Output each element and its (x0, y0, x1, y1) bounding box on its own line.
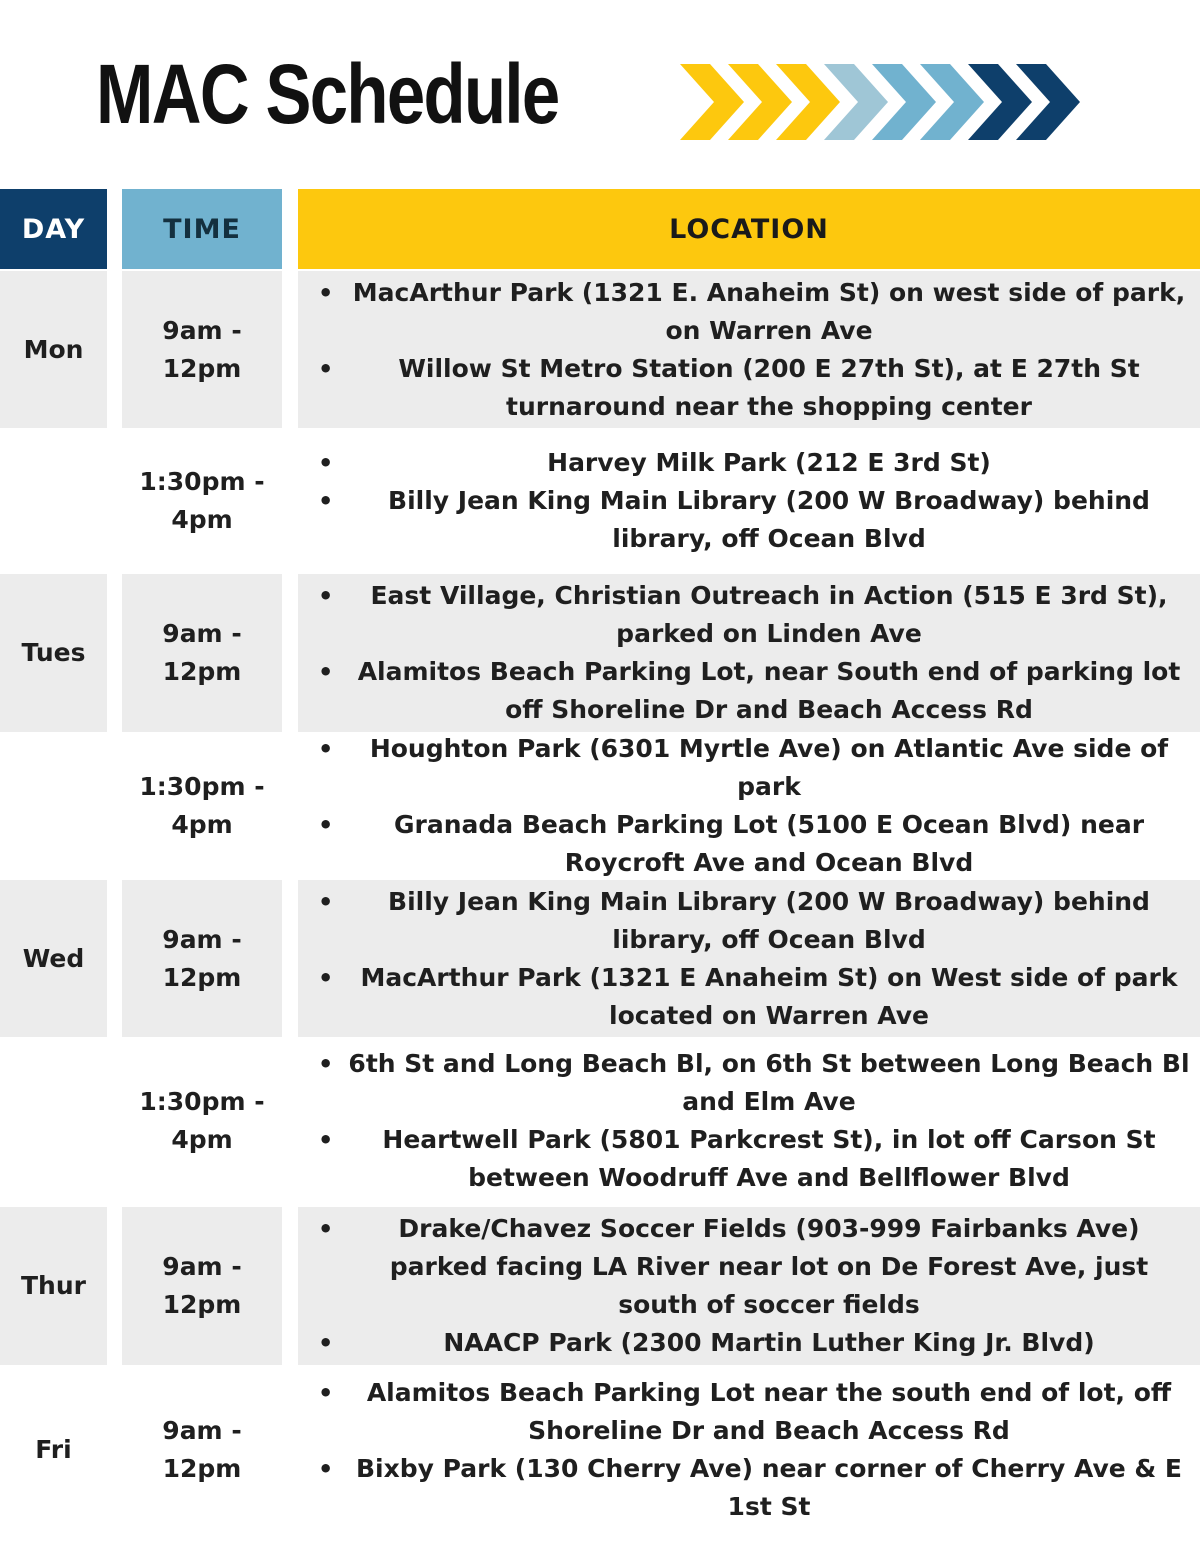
location-item: • MacArthur Park (1321 E Anaheim St) on West side of park located on Warren Ave (298, 959, 1200, 1035)
time-label: 9am - 12pm (162, 619, 242, 686)
location-item: • Billy Jean King Main Library (200 W Broadway) behind library, off Ocean Blvd (298, 883, 1200, 959)
day-mon: Mon (0, 271, 107, 428)
header-time: TIME (122, 189, 282, 269)
locations-tues-pm (298, 732, 1200, 880)
time-mon-pm (122, 428, 282, 574)
locations-wed-am (298, 880, 1200, 1037)
locations-mon-am (298, 271, 1200, 428)
header-location: LOCATION (298, 189, 1200, 269)
locations-tues-am (298, 574, 1200, 732)
day-fri: Fri (35, 1435, 72, 1464)
time-label: 9am - 12pm (162, 315, 242, 383)
location-item: • 6th St and Long Beach Bl, on 6th St between Long Beach Bl and Elm Ave (298, 1045, 1200, 1121)
page-title: MAC Schedule (96, 47, 559, 141)
time-label: 1:30pm - 4pm (139, 772, 265, 839)
location-item: • Billy Jean King Main Library (200 W Broadway) behind library, off Ocean Blvd (298, 482, 1200, 558)
time-mon-am (122, 271, 282, 428)
time-fri-am (122, 1375, 282, 1525)
time-tues-pm (122, 732, 282, 880)
location-item: • Drake/Chavez Soccer Fields (903-999 Fairbanks Ave) parked facing LA River near lot on De Forest Ave, just south of soccer fields (298, 1210, 1200, 1324)
chevron-arrows-graphic (680, 64, 1080, 140)
location-item: • Bixby Park (130 Cherry Ave) near corner of Cherry Ave & E 1st St (298, 1450, 1200, 1526)
day-wed: Wed (0, 880, 107, 1037)
time-thur-am: 9am - 12pm (122, 1207, 282, 1365)
header-day: DAY (0, 189, 107, 269)
time-label: 1:30pm - 4pm (139, 467, 265, 534)
location-item: • NAACP Park (2300 Martin Luther King Jr. Blvd) (298, 1324, 1200, 1362)
day-thur: Thur (0, 1207, 107, 1365)
location-item: • East Village, Christian Outreach in Action (515 E 3rd St), parked on Linden Ave (298, 577, 1200, 653)
time-wed-am: 9am - 12pm (122, 880, 282, 1037)
locations-fri-am (298, 1375, 1200, 1525)
locations-mon-pm (298, 428, 1200, 574)
day-tues: Tues (0, 574, 107, 732)
locations-wed-pm (298, 1037, 1200, 1205)
location-item: • Heartwell Park (5801 Parkcrest St), in lot off Carson St between Woodruff Ave and Bellflower Blvd (298, 1121, 1200, 1197)
location-item: • Houghton Park (6301 Myrtle Ave) on Atlantic Ave side of park (298, 730, 1200, 806)
time-tues-am (122, 574, 282, 732)
location-item: • Alamitos Beach Parking Lot, near South end of parking lot off Shoreline Dr and Beach Access Rd (298, 653, 1200, 729)
location-item: • MacArthur Park (1321 E. Anaheim St) on west side of park, on Warren Ave (298, 274, 1200, 350)
location-item: • Alamitos Beach Parking Lot near the south end of lot, off Shoreline Dr and Beach Access Rd (298, 1374, 1200, 1450)
location-item: • Granada Beach Parking Lot (5100 E Ocean Blvd) near Roycroft Ave and Ocean Blvd (298, 806, 1200, 882)
location-item: • Harvey Milk Park (212 E 3rd St) (298, 444, 1200, 482)
locations-thur-am (298, 1207, 1200, 1365)
time-label: 1:30pm - 4pm (139, 1087, 265, 1154)
time-wed-pm (122, 1037, 282, 1205)
location-item: • Willow St Metro Station (200 E 27th St), at E 27th St turnaround near the shopping center (298, 350, 1200, 426)
time-label: 9am - 12pm (162, 1416, 242, 1483)
